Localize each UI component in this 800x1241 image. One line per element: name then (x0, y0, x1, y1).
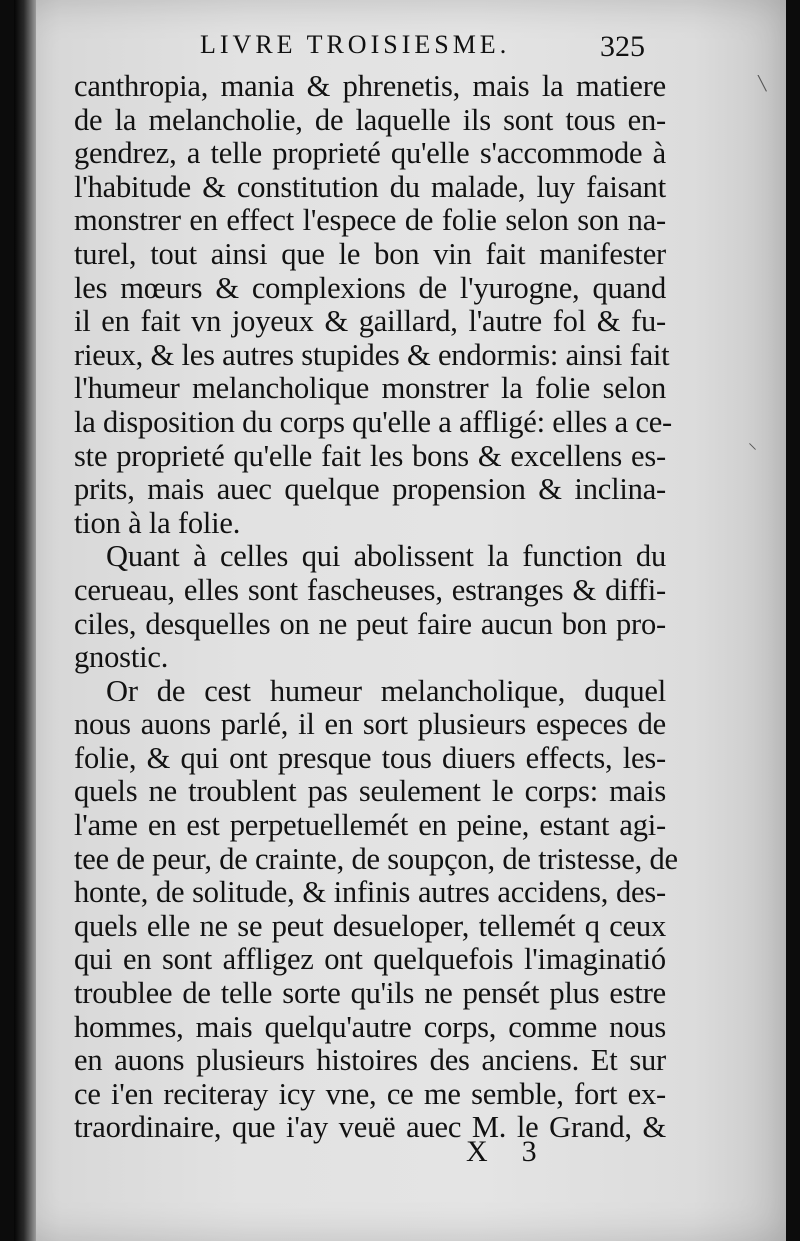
text-line: l'humeur melancholique monstrer la folie selon (74, 371, 666, 406)
text-line: turel, tout ainsi que le bon vin fait manifester (74, 236, 666, 271)
signature-number: 3 (521, 1135, 537, 1168)
text-line: monstrer en effect l'espece de folie selon son na- (74, 203, 666, 238)
page-number: 325 (600, 30, 645, 63)
text-line: l'habitude & constitution du malade, luy faisant (74, 169, 666, 204)
margin-speck-mark: ╲ (758, 76, 767, 92)
text-line: tee de peur, de crainte, de soupçon, de tristesse, de (74, 841, 678, 876)
text-line: ce i'en reciteray icy vne, ce me semble, fort ex- (74, 1076, 666, 1111)
page-gutter-shadow (14, 0, 36, 1241)
text-line: traordinaire, que i'ay veuë auec M. le Grand, & (74, 1110, 666, 1145)
book-page (14, 0, 786, 1241)
text-line: folie, & qui ont presque tous diuers effects, les- (74, 740, 666, 775)
text-line: quels ne troublent pas seulement le corps: mais (74, 774, 666, 809)
text-line: de la melancholie, de laquelle ils sont tous en- (74, 102, 666, 137)
text-line: en auons plusieurs histoires des anciens. Et sur (74, 1043, 666, 1078)
text-line: nous auons parlé, il en sort plusieurs especes de (74, 707, 666, 742)
margin-speck-mark: ⸌ (748, 440, 757, 461)
text-line: honte, de solitude, & infinis autres accidens, des- (74, 875, 666, 910)
text-line: canthropia, mania & phrenetis, mais la matiere (74, 69, 666, 103)
text-line: les mœurs & complexions de l'yurogne, quand (74, 270, 666, 305)
body-text (74, 69, 678, 1145)
text-line: Or de cest humeur melancholique, duquel (106, 673, 666, 708)
text-line: hommes, mais quelqu'autre corps, comme nous (74, 1009, 666, 1044)
text-line: qui en sont affligez ont quelquefois l'imaginatió (74, 942, 666, 977)
text-line: cerueau, elles sont fascheuses, estranges & diffi- (74, 572, 666, 607)
text-line: tion à la folie. (74, 505, 241, 540)
text-line: gendrez, a telle proprieté qu'elle s'accommode à (74, 136, 666, 171)
text-line: gnostic. (74, 640, 169, 675)
signature-letter: X (466, 1135, 488, 1168)
text-line: l'ame en est perpetuellemét en peine, estant agi- (74, 808, 666, 843)
text-line: Quant à celles qui abolissent la function du (106, 539, 666, 574)
text-line: troublee de telle sorte qu'ils ne pensét plus estre (74, 976, 666, 1011)
text-line: rieux, & les autres stupides & endormis: ainsi fait (74, 337, 670, 372)
text-line: ste proprieté qu'elle fait les bons & excellens es- (74, 438, 666, 473)
running-head: LIVRE TROISIESME. (200, 30, 511, 59)
printer-signature (466, 1135, 571, 1169)
text-line: la disposition du corps qu'elle a affligé: elles a ce- (74, 404, 673, 439)
text-line: ciles, desquelles on ne peut faire aucun bon pro- (74, 606, 666, 641)
text-line: prits, mais auec quelque propension & inclina- (74, 472, 666, 507)
text-line: il en fait vn joyeux & gaillard, l'autre fol & fu- (74, 304, 666, 339)
text-line: quels elle ne se peut desueloper, tellemét q ceux (74, 908, 666, 943)
